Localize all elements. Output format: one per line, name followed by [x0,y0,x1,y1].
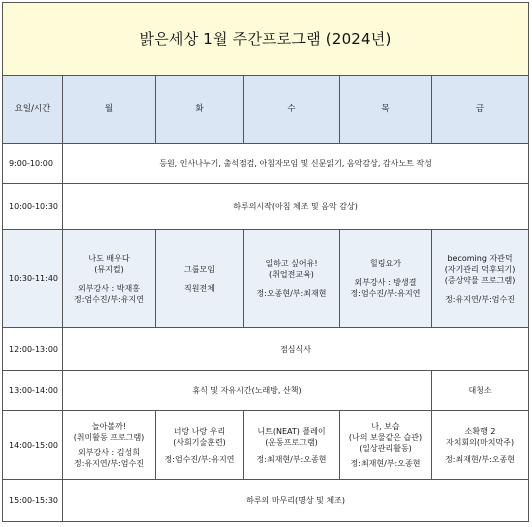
program-staff: 정:최재현/부:오종현 [350,459,421,468]
activity-1300-fri: 대청소 [432,371,529,411]
program-staff: 직원전체 [184,283,215,293]
program-instructor: 외부강사 : 박재홍 [78,283,140,293]
program-staff: 정:엄수진/부:유지연 [350,289,421,298]
activity-1200: 점심식사 [63,328,529,371]
row-1000 [3,184,529,230]
program-subtitle: (취미활동 프로그램) [73,433,145,442]
program-staff: 정:엄수진/부:유지연 [164,454,235,464]
page-title: 밝은세상 1월 주간프로그램 (2024년) [3,3,529,76]
program-1400-thu [340,411,432,480]
program-staff: 정:최재현/부:오종현 [256,454,327,464]
program-subtitle: (나의 보물같은 습관) [348,433,423,442]
row-0900 [3,144,529,184]
header-day-fri: 금 [432,76,529,144]
program-subtitle: (자기관리 덕후되기) [444,264,516,274]
program-1030-wed [244,230,340,328]
program-title: 나, 보습 [371,422,400,431]
program-title: 힐링요가 [370,259,401,268]
program-1030-fri [432,230,529,328]
program-instructor: 외부강사 : 김성희 [78,448,140,457]
program-title: 나도 배우다 [88,253,130,263]
header-day-tue: 화 [156,76,244,144]
time-1500: 15:00-15:30 [3,480,63,522]
program-subtitle: 자치회의(마치막주) [446,437,515,447]
program-title: 놀아볼까! [91,422,127,431]
program-staff: 정:유지연/부:엄수진 [445,294,515,304]
program-title: 니트(NEAT) 플레이 [257,426,326,436]
program-instructor: 외부강사 : 방생결 [354,278,417,287]
program-1030-mon [63,230,156,328]
activity-1000: 하루의시작(아침 체조 및 음악 감상) [63,184,529,230]
time-1030: 10:30-11:40 [3,230,63,328]
activity-1500: 하루의 마무리(명상 및 체조) [63,480,529,522]
time-1200: 12:00-13:00 [3,328,63,371]
row-1400 [3,411,529,480]
program-title: 소확행 2 [464,426,496,436]
program-staff: 정:최재현/부:오종현 [445,454,515,464]
program-1030-thu [340,230,432,328]
time-1300: 13:00-14:00 [3,371,63,411]
program-1400-fri [432,411,529,480]
header-day-mon: 월 [63,76,156,144]
program-staff: 정:유지연/부:엄수진 [74,459,144,468]
program-subtitle: (취업전교육) [269,270,314,279]
row-1500 [3,480,529,522]
program-subtitle: (사회기술훈련) [173,437,226,447]
program-subtitle: (운동프로그램) [265,437,318,447]
header-row [3,76,529,144]
program-subtitle: (뮤지컬) [94,264,124,274]
program-staff: 정:엄수진/부:유지연 [74,294,144,304]
weekly-program-table [2,2,529,522]
program-title: 너랑 나랑 우리 [173,426,226,436]
row-1300 [3,371,529,411]
program-1400-wed [244,411,340,480]
program-1400-mon [63,411,156,480]
activity-0900: 등원, 인사나누기, 출석점검, 아침자모임 및 신문읽기, 음악감상, 감사노트 작성 [63,144,529,184]
program-title: 그룹모임 [184,264,215,274]
header-time: 요일/시간 [3,76,63,144]
time-1400: 14:00-15:00 [3,411,63,480]
program-1400-tue [156,411,244,480]
row-1200 [3,328,529,371]
program-subtitle: (일상관리활동) [359,444,412,453]
program-subtitle: (증상약물 프로그램) [444,275,516,285]
program-1030-tue [156,230,244,328]
row-1030 [3,230,529,328]
program-staff: 정:오종현/부:최재현 [256,289,327,298]
program-title: becoming 자관덕 [447,253,513,263]
activity-1300: 휴식 및 자유시간(노래방, 산책) [63,371,432,411]
time-1000: 10:00-10:30 [3,184,63,230]
time-0900: 9:00-10:00 [3,144,63,184]
header-day-thu: 목 [340,76,432,144]
program-title: 일하고 싶어유! [265,259,318,268]
header-day-wed: 수 [244,76,340,144]
